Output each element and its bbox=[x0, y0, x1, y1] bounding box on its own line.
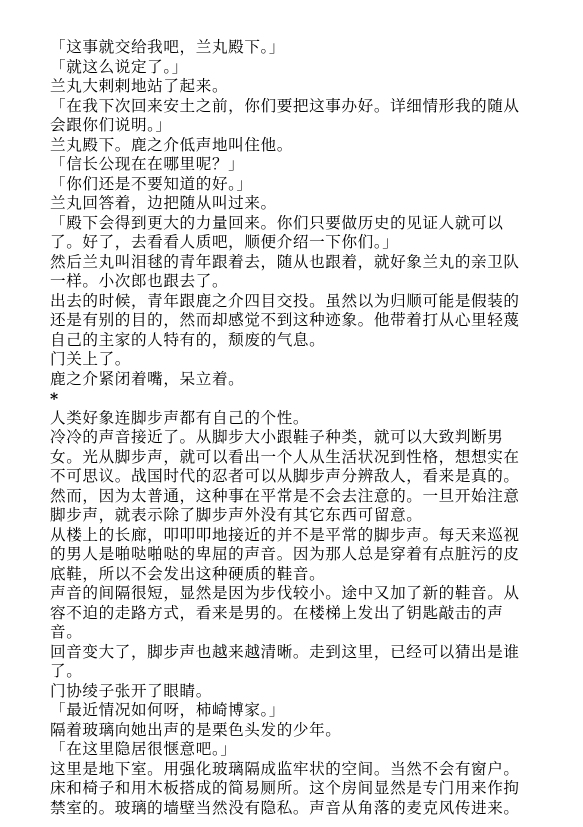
dialogue-line: 「你们还是不要知道的好。」 bbox=[50, 174, 253, 193]
narration-paragraph: 人类好象连脚步声都有自己的个性。 bbox=[50, 408, 310, 427]
narration-paragraph: 回音变大了，脚步声也越来越清晰。走到这里，已经可以猜出是谁了。 bbox=[50, 642, 520, 680]
narration-paragraph: 兰丸大剌剌地站了起来。 bbox=[50, 77, 229, 95]
narration-paragraph: 然后兰丸叫泪毬的青年跟着去，随从也跟着，就好象兰丸的亲卫队一样。小次郎也跟去了。 bbox=[50, 252, 520, 290]
document-page bbox=[50, 38, 532, 818]
narration-paragraph: 兰丸回答着，边把随从叫过来。 bbox=[50, 194, 277, 212]
narration-paragraph: 冷冷的声音接近了。从脚步大小跟鞋子种类，就可以大致判断男女。光从脚步声，就可以看出一个人从生活状况到性格，想想实在不可思议。战国时代的忍者可以从脚步声分辨敌人，看来是真的。然而，因为太普通，这种事在平常是不会去注意的。一旦开始注意脚步声，就表示除了脚步声外没有其它东西可留意。 bbox=[50, 428, 520, 524]
narration-paragraph: 出去的时候，青年跟鹿之介四目交投。虽然以为归顺可能是假装的还是有别的目的，然而却感觉不到这种迹象。他带着打从心里轻蔑自己的主家的人特有的，颓废的气息。 bbox=[50, 291, 520, 349]
narration-paragraph: 门协绫子张开了眼睛。 bbox=[50, 681, 212, 700]
dialogue-line: 「殿下会得到更大的力量回来。你们只要做历史的见证人就可以了。好了，去看看人质吧，顺便介绍一下你们。」 bbox=[50, 213, 504, 251]
dialogue-line: 「信长公现在在哪里呢？」 bbox=[50, 155, 245, 173]
dialogue-line: 「就这么说定了。」 bbox=[50, 57, 188, 76]
narration-paragraph: 鹿之介紧闭着嘴，呆立着。 bbox=[50, 369, 245, 388]
narration-paragraph: 这里是地下室。用强化玻璃隔成监牢状的空间。当然不会有窗户。床和椅子和用木板搭成的简易厕所。这个房间显然是专门用来作拘禁室的。玻璃的墙壁当然没有隐私。声音从角落的麦克风传进来。 bbox=[50, 759, 520, 817]
narration-paragraph: 隔着玻璃向她出声的是栗色头发的少年。 bbox=[50, 720, 342, 739]
dialogue-line: 「在这里隐居很惬意吧。」 bbox=[50, 740, 237, 758]
narration-paragraph: 兰丸殿下。鹿之介低声地叫住他。 bbox=[50, 135, 293, 154]
narration-paragraph: 门关上了。 bbox=[50, 350, 131, 368]
dialogue-line: 「最近情况如何呀，柿崎博家。」 bbox=[50, 701, 286, 719]
narration-paragraph: 声音的间隔很短，显然是因为步伐较小。途中又加了新的鞋音。从容不迫的走路方式，看来是男的。在楼梯上发出了钥匙敲击的声音。 bbox=[50, 584, 520, 641]
dialogue-line: 「这事就交给我吧，兰丸殿下。」 bbox=[50, 38, 286, 56]
narration-paragraph: 从楼上的长廊，叩叩叩地接近的并不是平常的脚步声。每天来巡视的男人是啪哒啪哒的卑屈的声音。因为那人总是穿着有点脏污的皮底鞋，所以不会发出这种硬质的鞋音。 bbox=[50, 525, 520, 583]
section-separator: * bbox=[50, 389, 59, 408]
dialogue-line: 「在我下次回来安土之前，你们要把这事办好。详细情形我的随从会跟你们说明。」 bbox=[50, 96, 520, 134]
